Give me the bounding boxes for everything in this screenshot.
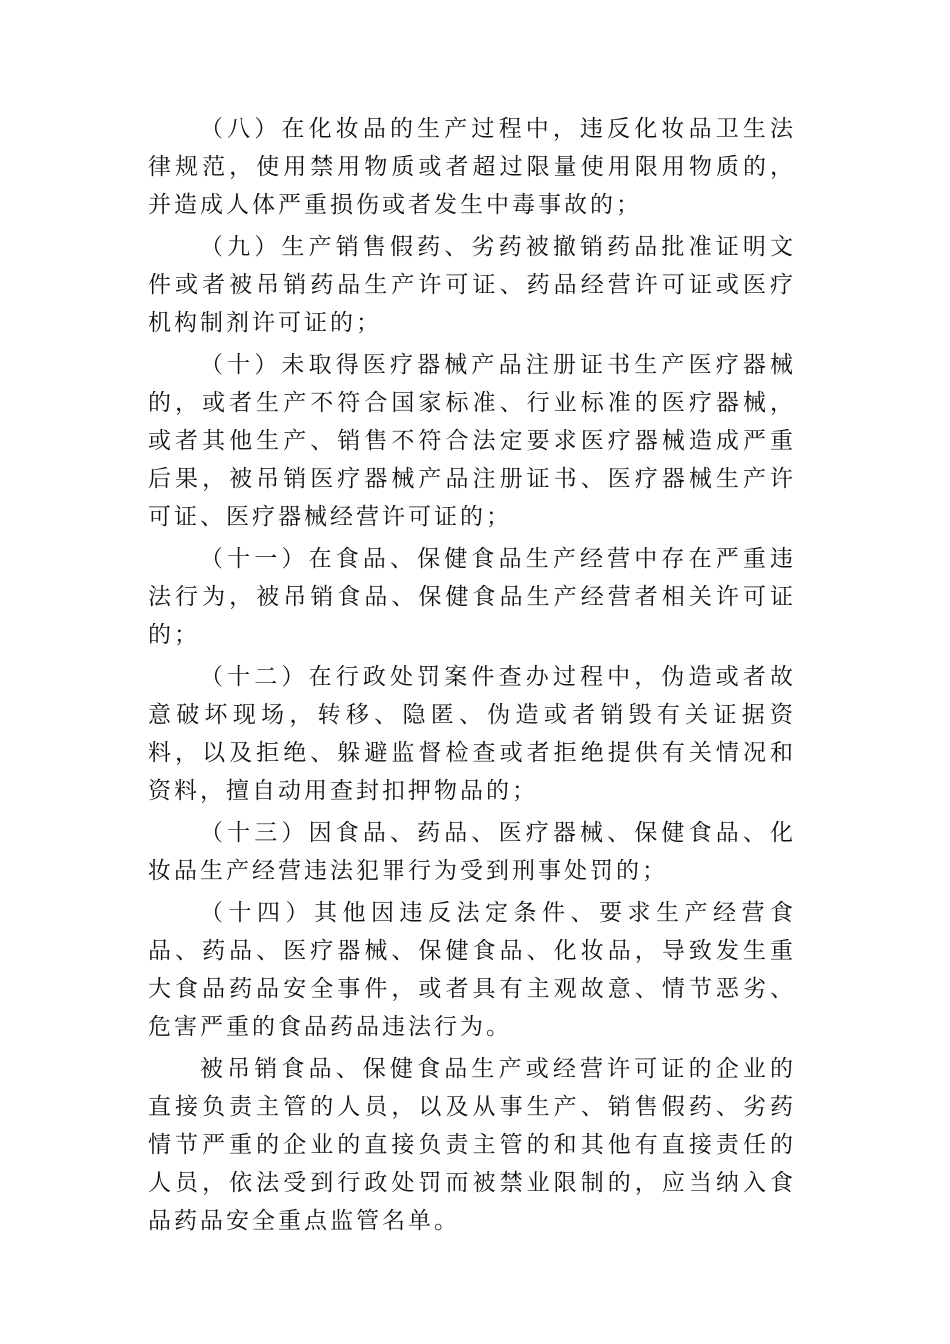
paragraph-item-12: （十二）在行政处罚案件查办过程中，伪造或者故意破坏现场，转移、隐匿、伪造或者销毁有关证据资料，以及拒绝、躲避监督检查或者拒绝提供有关情况和资料，擅自动用查封扣押物品的； bbox=[148, 664, 796, 804]
document-body bbox=[148, 110, 796, 1244]
paragraph-closing: 被吊销食品、保健食品生产或经营许可证的企业的直接负责主管的人员，以及从事生产、销售假药、劣药情节严重的企业的直接负责主管的和其他有直接责任的人员，依法受到行政处罚而被禁业限制的，应当纳入食品药品安全重点监管名单。 bbox=[148, 1056, 796, 1234]
paragraph-item-13: （十三）因食品、药品、医疗器械、保健食品、化妆品生产经营违法犯罪行为受到刑事处罚的； bbox=[148, 820, 796, 884]
paragraph-item-8: （八）在化妆品的生产过程中，违反化妆品卫生法律规范，使用禁用物质或者超过限量使用限用物质的，并造成人体严重损伤或者发生中毒事故的； bbox=[148, 116, 796, 218]
paragraph-item-11: （十一）在食品、保健食品生产经营中存在严重违法行为，被吊销食品、保健食品生产经营者相关许可证的； bbox=[148, 546, 796, 648]
paragraph-item-10: （十）未取得医疗器械产品注册证书生产医疗器械的，或者生产不符合国家标准、行业标准的医疗器械，或者其他生产、销售不符合法定要求医疗器械造成严重后果，被吊销医疗器械产品注册证书、医疗器械生产许可证、医疗器械经营许可证的； bbox=[148, 352, 796, 530]
paragraph-item-14: （十四）其他因违反法定条件、要求生产经营食品、药品、医疗器械、保健食品、化妆品，导致发生重大食品药品安全事件，或者具有主观故意、情节恶劣、危害严重的食品药品违法行为。 bbox=[148, 900, 796, 1040]
paragraph-item-9: （九）生产销售假药、劣药被撤销药品批准证明文件或者被吊销药品生产许可证、药品经营许可证或医疗机构制剂许可证的； bbox=[148, 234, 796, 336]
